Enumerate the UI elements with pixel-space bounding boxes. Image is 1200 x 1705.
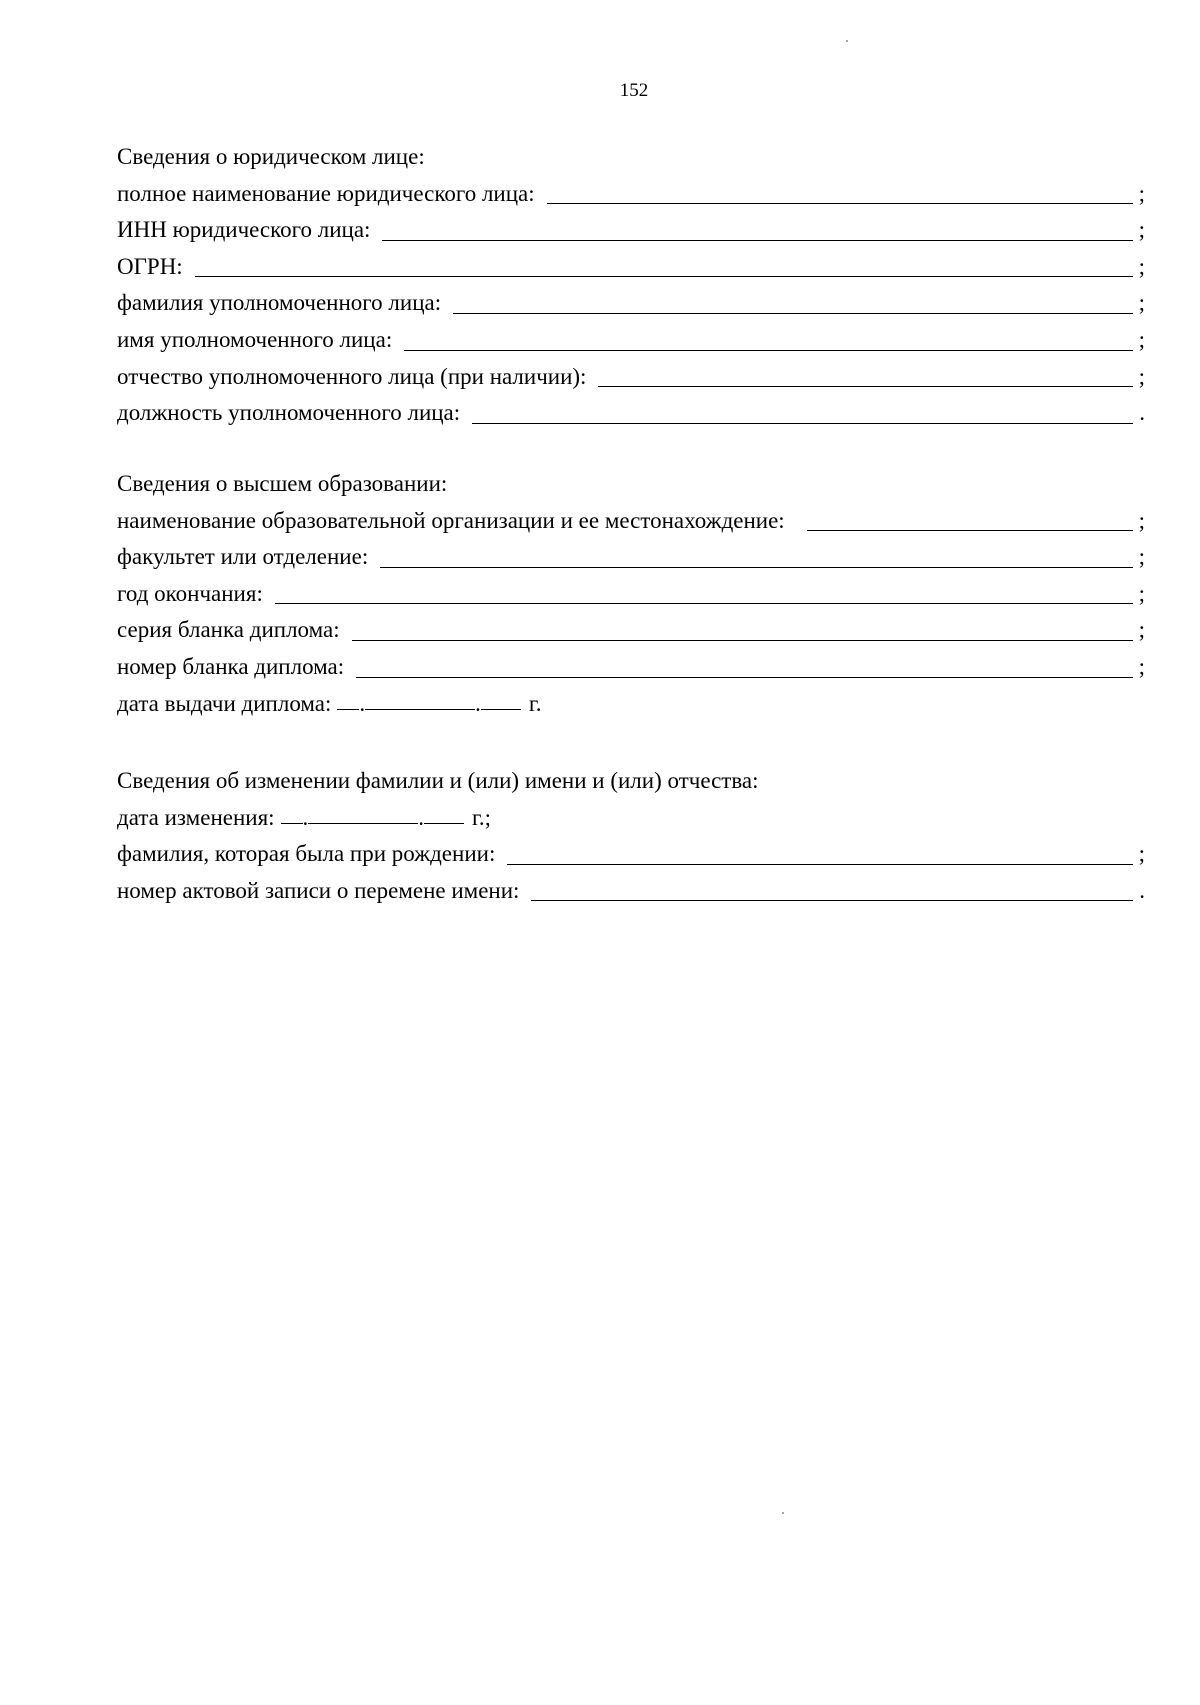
page-number: 152 — [619, 80, 649, 101]
fill-in-line[interactable] — [453, 313, 1133, 314]
fill-in-line[interactable] — [275, 603, 1133, 604]
inn-field — [117, 212, 1145, 249]
field-punctuation: ; — [1138, 217, 1145, 243]
field-label: номер бланка диплома: — [117, 653, 345, 679]
full-name-field — [117, 176, 1145, 213]
year-line[interactable] — [424, 823, 464, 824]
diploma-issue-date-field — [117, 686, 1145, 723]
faculty-field — [117, 539, 1145, 576]
field-label: ИНН юридического лица: — [117, 217, 371, 243]
field-label: ОГРН: — [117, 253, 183, 279]
diploma-series-field — [117, 612, 1145, 649]
date-dot: . — [359, 690, 366, 716]
year-suffix: г.; — [472, 804, 492, 830]
field-punctuation: ; — [1138, 653, 1145, 679]
field-label: дата выдачи диплома: — [117, 690, 332, 716]
fill-in-line[interactable] — [195, 276, 1133, 277]
field-label: факультет или отделение: — [117, 544, 369, 570]
graduation-year-field — [117, 576, 1145, 613]
field-punctuation: ; — [1138, 326, 1145, 352]
field-punctuation: ; — [1138, 580, 1145, 606]
name-change-section — [117, 763, 1145, 909]
field-label: полное наименование юридического лица: — [117, 180, 535, 206]
year-line[interactable] — [481, 709, 521, 710]
field-label: наименование образовательной организации и ее местонахождение: — [117, 507, 785, 533]
field-label: должность уполномоченного лица: — [117, 400, 461, 426]
birth-surname-field — [117, 836, 1145, 873]
day-line[interactable] — [337, 709, 359, 710]
field-punctuation: ; — [1138, 617, 1145, 643]
day-line[interactable] — [281, 823, 303, 824]
field-label: отчество уполномоченного лица (при наличии): — [117, 363, 587, 389]
first-name-field — [117, 322, 1145, 359]
fill-in-line[interactable] — [380, 567, 1133, 568]
fill-in-line[interactable] — [807, 530, 1133, 531]
scan-speck — [846, 40, 848, 42]
act-record-number-field — [117, 873, 1145, 910]
field-punctuation: ; — [1138, 841, 1145, 867]
section-heading: Сведения о юридическом лице: — [117, 144, 425, 169]
diploma-number-field — [117, 649, 1145, 686]
field-punctuation: ; — [1138, 290, 1145, 316]
date-fill-in — [337, 686, 541, 723]
field-label: год окончания: — [117, 580, 263, 606]
date-dot: . — [302, 804, 309, 830]
higher-education-section — [117, 466, 1145, 722]
surname-field — [117, 285, 1145, 322]
section-heading: Сведения о высшем образовании: — [117, 471, 448, 496]
fill-in-line[interactable] — [356, 677, 1133, 678]
field-punctuation: ; — [1138, 363, 1145, 389]
ogrn-field — [117, 249, 1145, 286]
year-suffix: г. — [528, 690, 542, 716]
section-heading: Сведения об изменении фамилии и (или) имени и (или) отчества: — [117, 768, 759, 793]
field-punctuation: . — [1139, 877, 1145, 903]
date-fill-in — [281, 800, 491, 837]
fill-in-line[interactable] — [472, 423, 1133, 424]
legal-entity-section — [117, 139, 1145, 432]
fill-in-line[interactable] — [547, 203, 1133, 204]
date-dot: . — [418, 804, 425, 830]
field-label: фамилия уполномоченного лица: — [117, 290, 442, 316]
scan-speck — [782, 1512, 784, 1514]
position-field — [117, 395, 1145, 432]
fill-in-line[interactable] — [531, 900, 1133, 901]
field-label: серия бланка диплома: — [117, 617, 340, 643]
month-line[interactable] — [365, 709, 475, 710]
field-label: фамилия, которая была при рождении: — [117, 841, 496, 867]
month-line[interactable] — [308, 823, 418, 824]
field-label: номер актовой записи о перемене имени: — [117, 877, 520, 903]
fill-in-line[interactable] — [507, 864, 1133, 865]
patronymic-field — [117, 359, 1145, 396]
field-label: дата изменения: — [117, 804, 275, 830]
fill-in-line[interactable] — [598, 386, 1133, 387]
field-punctuation: . — [1139, 400, 1145, 426]
field-punctuation: ; — [1138, 544, 1145, 570]
fill-in-line[interactable] — [382, 240, 1133, 241]
fill-in-line[interactable] — [352, 640, 1133, 641]
fill-in-line[interactable] — [404, 350, 1133, 351]
date-dot: . — [475, 690, 481, 716]
change-date-field — [117, 800, 1145, 837]
field-label: имя уполномоченного лица: — [117, 326, 393, 352]
field-punctuation: ; — [1138, 253, 1145, 279]
institution-field — [117, 503, 1145, 540]
field-punctuation: ; — [1138, 507, 1145, 533]
field-punctuation: ; — [1138, 180, 1145, 206]
